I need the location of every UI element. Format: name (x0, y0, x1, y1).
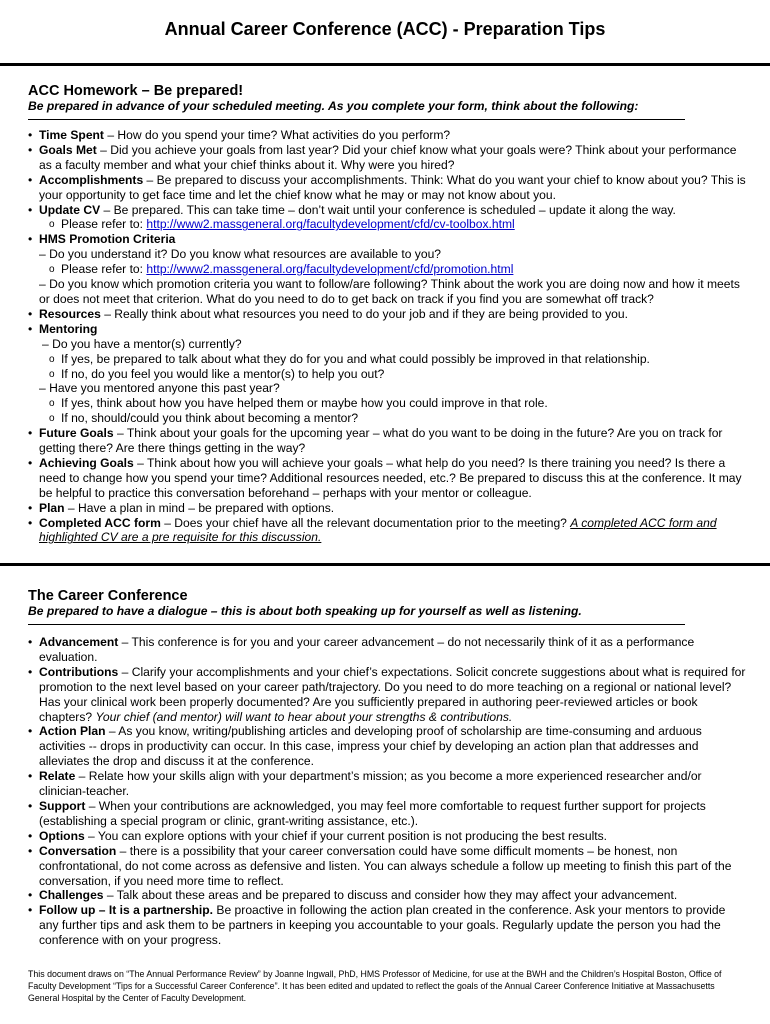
list-item: • Goals Met – Did you achieve your goals from last year? Did your chief know what your goals were? Think about your performance as a faculty member and what your chief thinks about it. Why were you hired? (28, 142, 737, 172)
page-title: Annual Career Conference (ACC) - Preparation Tips (164, 19, 606, 39)
item-text: – Clarify your accomplishments and your chief’s expectations. Solicit concrete suggestions about what is required for promotion to the next level based on your career path/trajectory. Do you need to do more teaching on a regional or national level? Has your clinical work been properly documented? Are you sufficiently prepared in authoring peer-reviewed articles or book chapters? (39, 664, 746, 724)
promotion-link[interactable]: http://www2.massgeneral.org/facultydevelopment/cfd/promotion.html (146, 262, 514, 277)
sub-item: o If yes, think about how you have helped them or maybe how you could improve in that role. (49, 396, 548, 411)
list-item: • Plan – Have a plan in mind – be prepared with options. (28, 500, 335, 515)
section-heading: ACC Homework – Be prepared! (28, 83, 244, 99)
item-label: Future Goals (39, 426, 114, 441)
sub-item: – Do you have a mentor(s) currently? (42, 336, 242, 351)
item-label: Plan (39, 500, 65, 515)
item-label: Goals Met (39, 142, 97, 157)
sub-item: o If yes, be prepared to talk about what they do for you and what could possibly be improved in that relationship. (49, 351, 650, 366)
sub-item: o If no, do you feel you would like a mentor(s) to help you out? (49, 366, 385, 381)
cv-toolbox-link[interactable]: http://www2.massgeneral.org/facultydevelopment/cfd/cv-toolbox.html (146, 217, 515, 232)
sub-item: o If no, should/could you think about becoming a mentor? (49, 411, 359, 426)
item-label: Achieving Goals (39, 455, 134, 470)
item-text: – Really think about what resources you need to do your job and if they are being provided to you. (100, 306, 628, 321)
item-text: – When your contributions are acknowledged, you may feel more comfortable to request further support for projects (establishing a special program or clinic, grant-writing assistance, etc.). (39, 798, 706, 828)
item-text: – Be prepared to discuss your accomplishments. Think: What do you want your chief to know about you? This is your opportunity to get face time and let the chief know what he may or may not know about you. (39, 172, 746, 202)
divider (0, 63, 770, 66)
footer-note: This document draws on “The Annual Performance Review” by Joanne Ingwall, PhD, HMS Professor of Medicine, for use at the BWH and the Children’s Hospital Boston, Office of Faculty Development “Tips for a Successful Career Conference”. It has been edited and updated to reflect the goals of the Annual Career Conference Initiative at Massachusetts General Hospital by the Center of Faculty Development. (28, 969, 722, 1003)
list-item: • Contributions – Clarify your accomplishments and your chief’s expectations. Solicit concrete suggestions about what is required for promotion to the next level based on your career path/trajectory. Do you need to do more teaching on a regional or national level? Has your clinical work been properly documented? Are you sufficiently prepared in authoring peer-reviewed articles or book chapters? Your chief (and mentor) will want to hear about your strengths & contributions. (28, 664, 746, 724)
list-item: • Challenges – Talk about these areas and be prepared to discuss and consider how they may affect your advancement. (28, 888, 678, 903)
section-heading: The Career Conference (28, 588, 188, 604)
list-item: • Support – When your contributions are acknowledged, you may feel more comfortable to request further support for projects (establishing a special program or clinic, grant-writing assistance, etc.). (28, 798, 706, 828)
homework-list (28, 128, 748, 545)
item-text: – Talk about these areas and be prepared to discuss and consider how they may affect your advancement. (103, 888, 678, 903)
item-label: Time Spent (39, 128, 104, 142)
item-label: Completed ACC form (39, 515, 161, 530)
section-subheading: Be prepared to have a dialogue – this is about both speaking up for yourself as well as listening. (28, 604, 582, 618)
item-text: – How do you spend your time? What activities do you perform? (103, 128, 451, 142)
sub-item: o Please refer to: http://www2.massgeneral.org/facultydevelopment/cfd/cv-toolbox.html (49, 217, 515, 232)
divider (28, 624, 685, 625)
item-label: Follow up – It is a partnership. (39, 903, 214, 918)
item-label: Relate (39, 769, 76, 784)
item-label: Advancement (39, 635, 119, 649)
sub-item: – Have you mentored anyone this past year? (39, 381, 280, 396)
item-label: Contributions (39, 664, 119, 679)
item-text: – Think about your goals for the upcoming year – what do you want to be doing in the future? Are you on track for getting there? Are there things getting in the way? (39, 426, 723, 456)
item-label: Options (39, 828, 85, 843)
item-text: – You can explore options with your chief if your current position is not producing the best results. (84, 828, 608, 843)
list-item: • Update CV – Be prepared. This can take time – don’t wait until your conference is scheduled – update it along the way. (28, 202, 676, 217)
list-item: • Mentoring (28, 321, 98, 336)
sub-item: – Do you understand it? Do you know what resources are available to you? (39, 247, 442, 262)
divider (0, 563, 770, 566)
item-text: – Have a plan in mind – be prepared with options. (64, 500, 335, 515)
list-item: • Time Spent – How do you spend your time? What activities do you perform? (28, 128, 451, 142)
emphasis-text: Your chief (and mentor) will want to hear about your strengths & contributions. (95, 709, 513, 724)
list-item: • Conversation – there is a possibility that your career conversation could have some difficult moments – be honest, non confrontational, do not come across as defensive and listen. You can always schedule a follow up meeting to finish this part of the conversation, if you need more time to reflect. (28, 843, 732, 888)
sub-item: – Do you know which promotion criteria you want to follow/are following? Think about the work you are doing now and how it meets or does not meet that criterion. What do you need to do to get back on track if you find you are somewhat off track? (39, 277, 740, 306)
item-text: – Does your chief have all the relevant documentation prior to the meeting? (160, 515, 571, 530)
item-text: – there is a possibility that your career conversation could have some difficult moments – be honest, non confrontational, do not come across as defensive and listen. You can always schedule a follow up meeting to finish this part of the conversation, if you need more time to reflect. (39, 843, 732, 888)
item-text: Be proactive in following the action plan created in the conference. Ask your mentors to provide any further tips and ask them to be partners in keeping you accountable to your goals. Regularly update the person you had the conference with on your progress. (39, 903, 726, 948)
item-text: – Did you achieve your goals from last year? Did your chief know what your goals were? Think about your performance as a faculty member and what your chief thinks about it. Why were you hired? (39, 142, 737, 172)
refer-prefix: Please refer to: (61, 262, 147, 277)
list-item: • HMS Promotion Criteria (28, 232, 176, 247)
item-text: – As you know, writing/publishing articles and developing proof of scholarship are time-consuming and arduous activities -- drops in productivity can occur. In this case, impress your chief by developing an action plan that addresses and alleviates the drop and discuss it at the conference. (39, 724, 702, 769)
item-label: Conversation (39, 843, 117, 858)
conference-list (28, 635, 748, 948)
list-item: • Resources – Really think about what resources you need to do your job and if they are being provided to you. (28, 306, 628, 321)
list-item: • Advancement – This conference is for you and your career advancement – do not necessarily think of it as a performance evaluation. (28, 635, 695, 664)
item-text: – Think about how you will achieve your goals – what help do you need? Is there training you need? Is there a need to change how you spend your time? Additional resources needed, etc.? Be prepared to discuss this at the conference. It may be helpful to practice this conversation beforehand – perhaps with your mentor or colleague. (39, 455, 742, 500)
item-label: Resources (39, 306, 101, 321)
sub-item: o Please refer to: http://www2.massgeneral.org/facultydevelopment/cfd/promotion.html (49, 262, 514, 277)
item-label: Update CV (39, 202, 101, 217)
item-label: Accomplishments (39, 172, 144, 187)
list-item: • Future Goals – Think about your goals for the upcoming year – what do you want to be doing in the future? Are you on track for getting there? Are there things getting in the way? (28, 426, 723, 456)
list-item: • Accomplishments – Be prepared to discuss your accomplishments. Think: What do you want your chief to know about you? This is your opportunity to get face time and let the chief know what he may or may not know about you. (28, 172, 746, 202)
item-label: Action Plan (39, 724, 106, 739)
list-item: • Achieving Goals – Think about how you will achieve your goals – what help do you need? Is there training you need? Is there a need to change how you spend your time? Additional resources needed, etc.? Be prepared to discuss this at the conference. It may be helpful to practice this conversation beforehand – perhaps with your mentor or colleague. (28, 455, 742, 500)
item-label: Support (39, 798, 86, 813)
section-subheading: Be prepared in advance of your scheduled meeting. As you complete your form, think about the following: (28, 99, 639, 113)
divider (28, 119, 685, 120)
emphasis-text: A completed ACC form and highlighted CV are a pre requisite for this discussion. (39, 515, 717, 545)
item-text: – This conference is for you and your career advancement – do not necessarily think of it as a performance evaluation. (39, 635, 695, 664)
list-item: • Relate – Relate how your skills align with your department’s mission; as you become a more experienced researcher and/or clinician-teacher. (28, 769, 702, 799)
item-text: – Relate how your skills align with your department’s mission; as you become a more experienced researcher and/or clinician-teacher. (39, 769, 702, 799)
item-label: Challenges (39, 888, 104, 903)
item-text: – Be prepared. This can take time – don’t wait until your conference is scheduled – update it along the way. (100, 202, 676, 217)
refer-prefix: Please refer to: (61, 217, 147, 232)
list-item: • Action Plan – As you know, writing/publishing articles and developing proof of scholarship are time-consuming and arduous activities -- drops in productivity can occur. In this case, impress your chief by developing an action plan that addresses and alleviates the drop and discuss it at the conference. (28, 724, 702, 769)
list-item: • Follow up – It is a partnership. Be proactive in following the action plan created in the conference. Ask your mentors to provide any further tips and ask them to be partners in keeping you accountable to your goals. Regularly update the person you had the conference with on your progress. (28, 903, 726, 948)
list-item: • Options – You can explore options with your chief if your current position is not producing the best results. (28, 828, 608, 843)
item-label: HMS Promotion Criteria (39, 232, 176, 247)
item-label: Mentoring (39, 321, 98, 336)
list-item: • Completed ACC form – Does your chief have all the relevant documentation prior to the meeting? A completed ACC form and highlighted CV are a pre requisite for this discussion. (28, 515, 717, 545)
